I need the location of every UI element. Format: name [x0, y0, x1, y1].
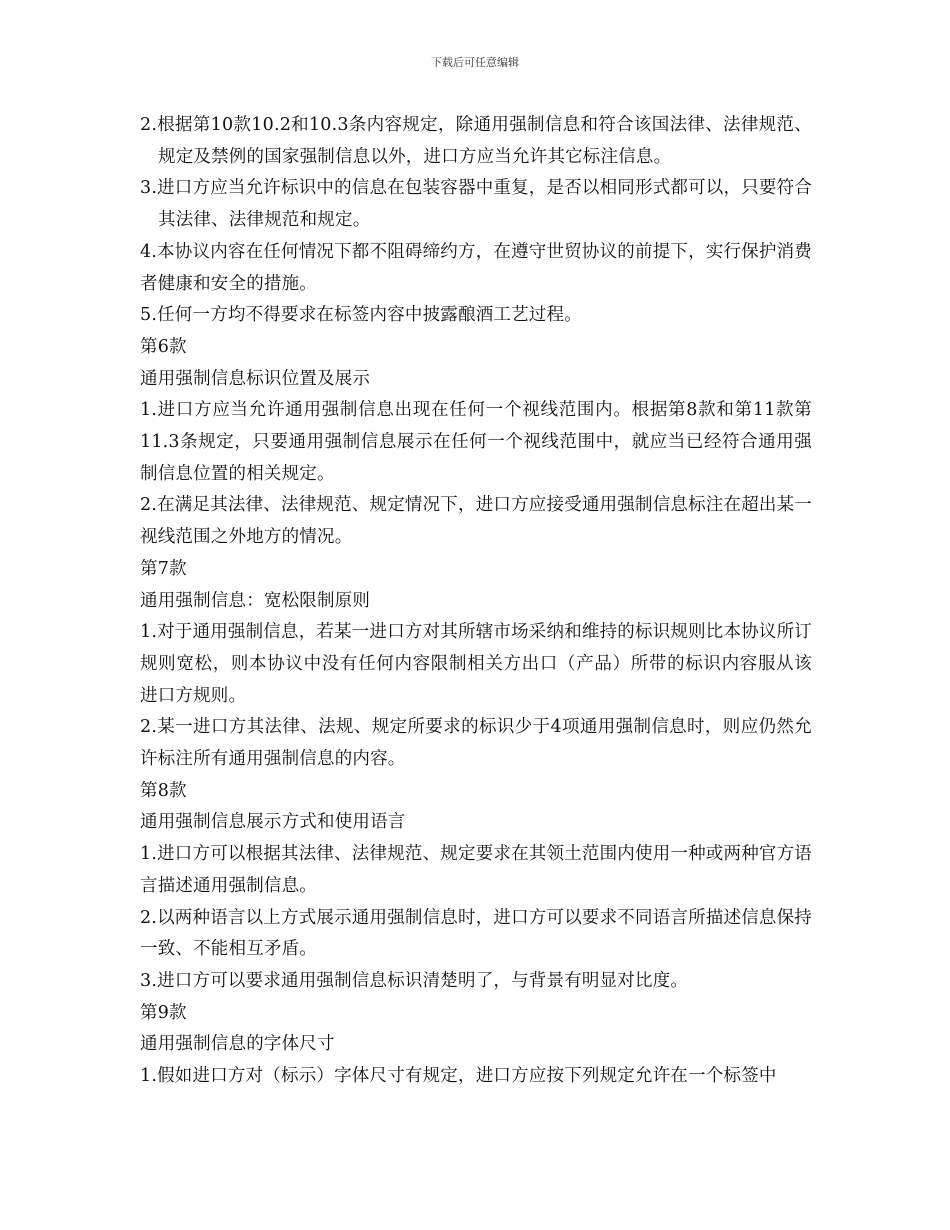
section-title: 通用强制信息的字体尺寸 — [140, 1034, 335, 1055]
section-number: 第6款 — [140, 336, 187, 357]
paragraph: 2.根据第10款10.2和10.3条内容规定，除通用强制信息和符合该国法律、法律规范、规定及禁例的国家强制信息以外，进口方应当允许其它标注信息。 — [140, 115, 812, 167]
paragraph: 2.某一进口方其法律、法规、规定所要求的标识少于4项通用强制信息时，则应仍然允许标注所有通用强制信息的内容。 — [140, 717, 812, 770]
section-number: 第9款 — [140, 1002, 187, 1023]
page-header: 下载后可任意编辑 — [431, 56, 519, 69]
paragraph: 2.在满足其法律、法律规范、规定情况下，进口方应接受通用强制信息标注在超出某一视线范围之外地方的情况。 — [140, 495, 812, 548]
section-number: 第7款 — [140, 558, 187, 579]
paragraph: 3.进口方可以要求通用强制信息标识清楚明了，与背景有明显对比度。 — [140, 970, 689, 991]
section-title: 通用强制信息：宽松限制原则 — [140, 590, 371, 611]
paragraph: 1.进口方应当允许通用强制信息出现在任何一个视线范围内。根据第8款和第11款第11.3条规定，只要通用强制信息展示在任何一个视线范围中，就应当已经符合通用强制信息位置的相关规定。 — [140, 400, 812, 484]
section-title: 通用强制信息展示方式和使用语言 — [140, 812, 406, 833]
paragraph: 1.对于通用强制信息，若某一进口方对其所辖市场采纳和维持的标识规则比本协议所订规则宽松，则本协议中没有任何内容限制相关方出口（产品）所带的标识内容服从该进口方规则。 — [140, 622, 812, 706]
section-title: 通用强制信息标识位置及展示 — [140, 368, 371, 389]
section-number: 第8款 — [140, 780, 187, 801]
paragraph: 5.任何一方均不得要求在标签内容中披露酿酒工艺过程。 — [140, 305, 582, 326]
paragraph: 1.进口方可以根据其法律、法律规范、规定要求在其领土范围内使用一种或两种官方语言描述通用强制信息。 — [140, 844, 812, 896]
paragraph: 2.以两种语言以上方式展示通用强制信息时，进口方可以要求不同语言所描述信息保持一致、不能相互矛盾。 — [140, 907, 812, 960]
paragraph: 3.进口方应当允许标识中的信息在包装容器中重复，是否以相同形式都可以，只要符合其法律、法律规范和规定。 — [140, 178, 812, 231]
paragraph: 4.本协议内容在任何情况下都不阻碍缔约方，在遵守世贸协议的前提下，实行保护消费者健康和安全的措施。 — [140, 241, 812, 294]
paragraph: 1.假如进口方对（标示）字体尺寸有规定，进口方应按下列规定允许在一个标签中 — [140, 1066, 777, 1087]
document-body — [140, 110, 812, 1093]
